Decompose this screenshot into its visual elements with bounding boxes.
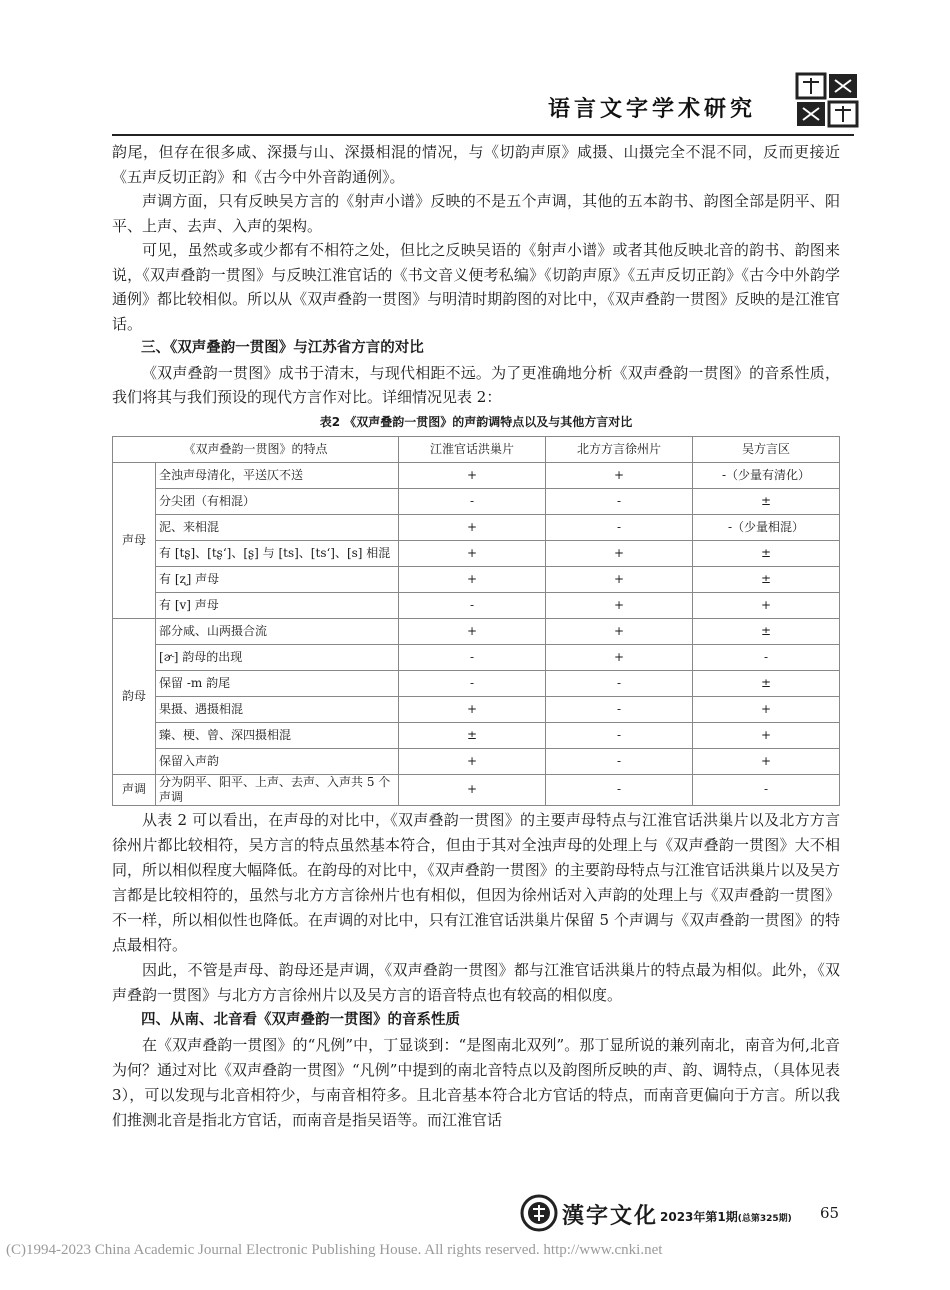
- table-feature-cell: 有 [tʂ]、[tʂ‘]、[ʂ] 与 [ts]、[ts‘]、[s] 相混: [156, 540, 399, 566]
- table-row: [113, 618, 840, 644]
- paragraph: 韵尾，但存在很多咸、深摄与山、深摄相混的情况，与《切韵声原》咸摄、山摄完全不混不同，反而更接近《五声反切正韵》和《古今中外音韵通例》。: [112, 143, 840, 186]
- table-value-cell: ±: [693, 670, 840, 696]
- table-row: [113, 748, 840, 774]
- table-value-cell: ±: [693, 566, 840, 592]
- table-value-cell: -: [399, 670, 546, 696]
- table-feature-cell: 泥、来相混: [156, 514, 399, 540]
- table-value-cell: +: [399, 748, 546, 774]
- table-feature-cell: 保留 -m 韵尾: [156, 670, 399, 696]
- issue-info: [660, 1208, 792, 1225]
- section-heading: 四、从南、北音看《双声叠韵一贯图》的音系性质: [141, 1011, 460, 1028]
- table-value-cell: -: [546, 514, 693, 540]
- table-value-cell: +: [693, 696, 840, 722]
- table-value-cell: +: [546, 618, 693, 644]
- table-value-cell: +: [399, 540, 546, 566]
- table-value-cell: ±: [693, 618, 840, 644]
- table-row: [113, 592, 840, 618]
- table-row: [113, 488, 840, 514]
- table-feature-cell: 分尖团（有相混）: [156, 488, 399, 514]
- table-value-cell: +: [399, 462, 546, 488]
- table-value-cell: +: [546, 540, 693, 566]
- table-value-cell: +: [546, 462, 693, 488]
- table-feature-cell: 果摄、遇摄相混: [156, 696, 399, 722]
- table-row: [113, 670, 840, 696]
- table-value-cell: ±: [693, 540, 840, 566]
- table-value-cell: +: [399, 696, 546, 722]
- table-value-cell: +: [546, 644, 693, 670]
- table-header-row: [113, 436, 840, 462]
- table-feature-cell: 全浊声母清化，平送仄不送: [156, 462, 399, 488]
- issue-total: (总第325期): [737, 1214, 792, 1224]
- paragraph: 可见，虽然或多或少都有不相符之处，但比之反映吴语的《射声小谱》或者其他反映北音的韵书、韵图来说，《双声叠韵一贯图》与反映江淮官话的《书文音义便考私编》《切韵声原》《五声反切正韵》《古今中外韵学通例》都比较相似。所以从《双声叠韵一贯图》与明清时期韵图的对比中，《双声叠韵一贯图》反映的是江淮官话。: [112, 241, 840, 333]
- table-value-cell: -: [546, 722, 693, 748]
- table-row: [113, 722, 840, 748]
- copyright-notice: (C)1994-2023 China Academic Journal Electronic Publishing House. All rights reserved. http://www.cnki.net: [6, 1242, 663, 1258]
- table-value-cell: -: [693, 774, 840, 805]
- table-header-cell: 北方方言徐州片: [546, 436, 693, 462]
- table-value-cell: +: [399, 514, 546, 540]
- table-row: [113, 644, 840, 670]
- paragraph: 在《双声叠韵一贯图》的“凡例”中，丁显谈到：“是图南北双列”。那丁显所说的兼列南北，南音为何,北音为何？通过对比《双声叠韵一贯图》“凡例”中提到的南北音特点以及韵图所反映的声、韵、调特点，（具体见表 3），可以发现与北音相符少，与南音相符多。且北音基本符合北方官话的特点，而南音更偏向于方言。所以我们推测北音是指北方官话，而南音是指吴语等。而江淮官话: [112, 1035, 840, 1129]
- table-row: [113, 514, 840, 540]
- table-value-cell: -: [399, 644, 546, 670]
- comparison-table: [112, 436, 840, 806]
- table-row: [113, 462, 840, 488]
- paragraph: 因此，不管是声母、韵母还是声调，《双声叠韵一贯图》都与江淮官话洪巢片的特点最为相似。此外，《双声叠韵一贯图》与北方方言徐州片以及吴方言的语音特点也有较高的相似度。: [112, 960, 840, 1004]
- table-value-cell: +: [546, 592, 693, 618]
- paragraph: 声调方面，只有反映吴方言的《射声小谱》反映的不是五个声调，其他的五本韵书、韵图全部是阴平、阳平、上声、去声、入声的架构。: [112, 192, 840, 235]
- table-caption: 表2 《双声叠韵一贯图》的声韵调特点以及与其他方言对比: [319, 414, 633, 429]
- journal-name: 漢字文化: [562, 1203, 659, 1229]
- journal-logo-icon: [520, 1194, 558, 1232]
- table-feature-cell: 保留入声韵: [156, 748, 399, 774]
- section-heading: 三、《双声叠韵一贯图》与江苏省方言的对比: [141, 340, 424, 356]
- table-value-cell: +: [399, 618, 546, 644]
- table-row: [113, 696, 840, 722]
- table-value-cell: -: [399, 592, 546, 618]
- table-feature-cell: 分为阴平、阳平、上声、去声、入声共 5 个声调: [156, 774, 399, 805]
- table-group-label: 韵母: [113, 618, 156, 774]
- table-value-cell: +: [693, 722, 840, 748]
- table-feature-cell: 有 [ʐ] 声母: [156, 566, 399, 592]
- column-title: 语言文字学术研究: [548, 97, 757, 122]
- table-feature-cell: 臻、梗、曾、深四摄相混: [156, 722, 399, 748]
- table-feature-cell: 有 [v] 声母: [156, 592, 399, 618]
- table-row: [113, 540, 840, 566]
- table-feature-cell: [ɚ] 韵母的出现: [156, 644, 399, 670]
- table-value-cell: -: [546, 696, 693, 722]
- paragraph: 《双声叠韵一贯图》成书于清末，与现代相距不远。为了更准确地分析《双声叠韵一贯图》的音系性质，我们将其与我们预设的现代方言作对比。详细情况见表 2：: [112, 363, 840, 406]
- table-row: [113, 774, 840, 805]
- header-rule: [112, 134, 854, 136]
- table-value-cell: +: [399, 774, 546, 805]
- column-logo-icon: [795, 72, 859, 128]
- table-value-cell: +: [693, 592, 840, 618]
- table-value-cell: +: [693, 748, 840, 774]
- table-value-cell: ±: [693, 488, 840, 514]
- article-body: [112, 140, 840, 1133]
- paragraph: 从表 2 可以看出，在声母的对比中，《双声叠韵一贯图》的主要声母特点与江淮官话洪巢片以及北方方言徐州片都比较相符，吴方言的特点虽然基本符合，但由于其对全浊声母的处理上与《双声叠韵一贯图》大不相同，所以相似程度大幅降低。在韵母的对比中，《双声叠韵一贯图》的主要韵母特点与江淮官话洪巢片以及吴方言都是比较相符的，虽然与北方方言徐州片也有相似，但因为徐州话对入声韵的处理上与《双声叠韵一贯图》不一样，所以相似性也降低。在声调的对比中，只有江淮官话洪巢片保留 5 个声调与《双声叠韵一贯图》的特点最相符。: [112, 810, 840, 954]
- table-group-label: 声调: [113, 774, 156, 805]
- table-value-cell: -: [399, 488, 546, 514]
- table-row: [113, 566, 840, 592]
- table-value-cell: -: [546, 488, 693, 514]
- table-header-cell: 吴方言区: [693, 436, 840, 462]
- table-feature-cell: 部分咸、山两摄合流: [156, 618, 399, 644]
- table-group-label: 声母: [113, 462, 156, 618]
- table-value-cell: -: [546, 670, 693, 696]
- table-header-cell: 《双声叠韵一贯图》的特点: [113, 436, 399, 462]
- table-value-cell: -: [693, 644, 840, 670]
- table-value-cell: -: [546, 748, 693, 774]
- table-value-cell: -: [546, 774, 693, 805]
- table-value-cell: ±: [399, 722, 546, 748]
- table-header-cell: 江淮官话洪巢片: [399, 436, 546, 462]
- table-value-cell: +: [546, 566, 693, 592]
- table-value-cell: -（少量相混）: [693, 514, 840, 540]
- table-value-cell: +: [399, 566, 546, 592]
- page-number: 65: [820, 1204, 840, 1222]
- issue-number: 2023年第1期: [660, 1210, 738, 1224]
- table-value-cell: -（少量有清化）: [693, 462, 840, 488]
